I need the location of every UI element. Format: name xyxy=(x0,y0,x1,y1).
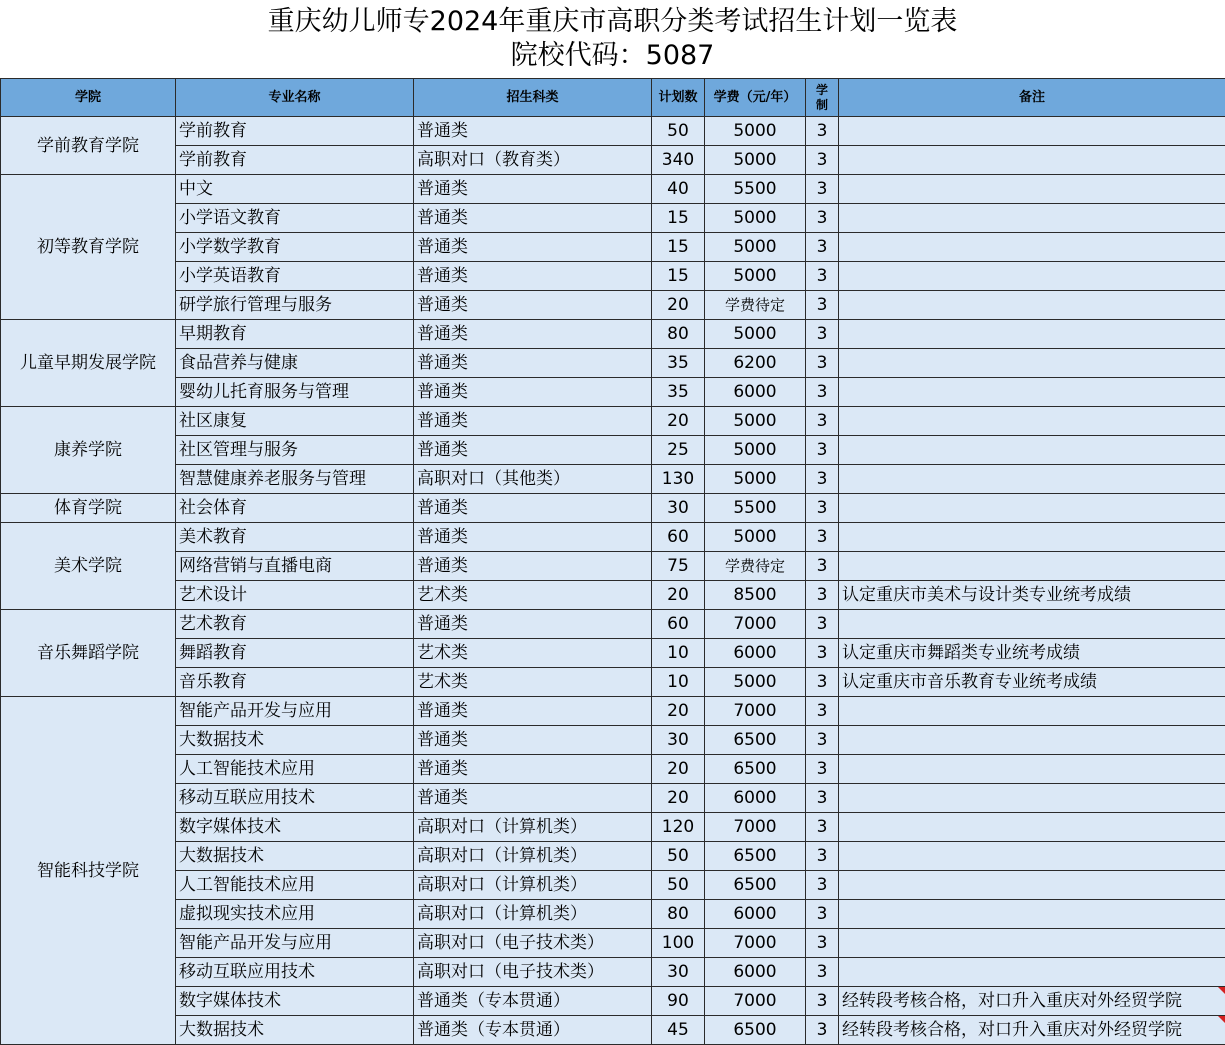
cell-major[interactable]: 大数据技术 xyxy=(176,1016,414,1045)
cell-plan[interactable]: 20 xyxy=(652,581,705,610)
cell-major[interactable]: 移动互联应用技术 xyxy=(176,958,414,987)
cell-fee[interactable]: 5000 xyxy=(705,407,806,436)
cell-note[interactable] xyxy=(839,929,1225,958)
cell-major[interactable]: 社会体育 xyxy=(176,494,414,523)
cell-category[interactable]: 艺术类 xyxy=(414,639,652,668)
cell-years[interactable]: 3 xyxy=(806,117,839,146)
header-college[interactable]: 学院 xyxy=(1,79,176,117)
cell-fee[interactable]: 7000 xyxy=(705,697,806,726)
comment-indicator-icon xyxy=(1218,1016,1225,1023)
cell-plan[interactable]: 50 xyxy=(652,842,705,871)
cell-fee[interactable]: 5000 xyxy=(705,204,806,233)
cell-years[interactable]: 3 xyxy=(806,291,839,320)
cell-years[interactable]: 3 xyxy=(806,697,839,726)
cell-note[interactable] xyxy=(839,900,1225,929)
table-row xyxy=(1,262,1225,291)
cell-major[interactable]: 婴幼儿托育服务与管理 xyxy=(176,378,414,407)
cell-fee[interactable]: 6500 xyxy=(705,726,806,755)
cell-fee[interactable]: 6500 xyxy=(705,871,806,900)
cell-fee[interactable]: 7000 xyxy=(705,610,806,639)
cell-note[interactable]: 认定重庆市舞蹈类专业统考成绩 xyxy=(839,639,1225,668)
cell-category[interactable]: 普通类 xyxy=(414,697,652,726)
cell-years[interactable]: 3 xyxy=(806,262,839,291)
cell-major[interactable]: 学前教育 xyxy=(176,146,414,175)
cell-plan[interactable]: 75 xyxy=(652,552,705,581)
cell-category[interactable]: 高职对口（计算机类） xyxy=(414,900,652,929)
cell-fee[interactable]: 5000 xyxy=(705,117,806,146)
cell-fee[interactable]: 6000 xyxy=(705,639,806,668)
cell-category[interactable]: 高职对口（其他类） xyxy=(414,465,652,494)
cell-plan[interactable]: 30 xyxy=(652,726,705,755)
page-title: 重庆幼儿师专2024年重庆市高职分类考试招生计划一览表 xyxy=(0,0,1225,39)
table-row xyxy=(1,1016,1225,1045)
cell-category[interactable]: 普通类 xyxy=(414,436,652,465)
cell-years[interactable]: 3 xyxy=(806,813,839,842)
cell-category[interactable]: 普通类 xyxy=(414,610,652,639)
cell-fee[interactable]: 5000 xyxy=(705,146,806,175)
cell-plan[interactable]: 40 xyxy=(652,175,705,204)
cell-major[interactable]: 智能产品开发与应用 xyxy=(176,697,414,726)
cell-category[interactable]: 普通类 xyxy=(414,494,652,523)
cell-note[interactable] xyxy=(839,233,1225,262)
cell-fee[interactable]: 7000 xyxy=(705,929,806,958)
cell-years[interactable]: 3 xyxy=(806,871,839,900)
cell-category[interactable]: 普通类 xyxy=(414,552,652,581)
cell-major[interactable]: 人工智能技术应用 xyxy=(176,871,414,900)
cell-college[interactable]: 儿童早期发展学院 xyxy=(1,320,176,407)
cell-category[interactable]: 普通类 xyxy=(414,755,652,784)
cell-note[interactable] xyxy=(839,204,1225,233)
cell-plan[interactable]: 15 xyxy=(652,233,705,262)
cell-major[interactable]: 早期教育 xyxy=(176,320,414,349)
table-row xyxy=(1,842,1225,871)
cell-note[interactable] xyxy=(839,610,1225,639)
cell-fee[interactable]: 6000 xyxy=(705,378,806,407)
table-row xyxy=(1,349,1225,378)
cell-years[interactable]: 3 xyxy=(806,581,839,610)
cell-plan[interactable]: 35 xyxy=(652,378,705,407)
cell-major[interactable]: 数字媒体技术 xyxy=(176,813,414,842)
cell-fee[interactable]: 6000 xyxy=(705,958,806,987)
cell-plan[interactable]: 130 xyxy=(652,465,705,494)
cell-years[interactable]: 3 xyxy=(806,610,839,639)
cell-major[interactable]: 音乐教育 xyxy=(176,668,414,697)
cell-note[interactable] xyxy=(839,146,1225,175)
cell-plan[interactable]: 30 xyxy=(652,958,705,987)
cell-years[interactable]: 3 xyxy=(806,726,839,755)
cell-major[interactable]: 艺术设计 xyxy=(176,581,414,610)
cell-category[interactable]: 高职对口（计算机类） xyxy=(414,842,652,871)
cell-fee[interactable]: 6500 xyxy=(705,1016,806,1045)
table-row xyxy=(1,117,1225,146)
cell-college[interactable]: 学前教育学院 xyxy=(1,117,176,175)
cell-note[interactable] xyxy=(839,958,1225,987)
cell-major[interactable]: 研学旅行管理与服务 xyxy=(176,291,414,320)
cell-note[interactable] xyxy=(839,117,1225,146)
header-row xyxy=(1,79,1225,117)
cell-major[interactable]: 食品营养与健康 xyxy=(176,349,414,378)
header-years[interactable] xyxy=(806,79,839,117)
cell-fee[interactable]: 6200 xyxy=(705,349,806,378)
school-code: 院校代码：5087 xyxy=(0,39,1225,73)
cell-plan[interactable]: 25 xyxy=(652,436,705,465)
cell-fee[interactable]: 7000 xyxy=(705,813,806,842)
cell-category[interactable]: 高职对口（计算机类） xyxy=(414,813,652,842)
cell-fee[interactable]: 6500 xyxy=(705,842,806,871)
cell-category[interactable]: 高职对口（计算机类） xyxy=(414,871,652,900)
table-row xyxy=(1,871,1225,900)
cell-fee[interactable]: 7000 xyxy=(705,987,806,1016)
cell-major[interactable]: 数字媒体技术 xyxy=(176,987,414,1016)
cell-years[interactable]: 3 xyxy=(806,320,839,349)
table-row xyxy=(1,929,1225,958)
table-row xyxy=(1,378,1225,407)
enrollment-plan-table xyxy=(0,78,1225,1045)
cell-college[interactable]: 智能科技学院 xyxy=(1,697,176,1045)
title-block xyxy=(0,0,1225,78)
cell-major[interactable]: 网络营销与直播电商 xyxy=(176,552,414,581)
cell-major[interactable]: 美术教育 xyxy=(176,523,414,552)
cell-category[interactable]: 普通类 xyxy=(414,204,652,233)
header-years-text: 学 制 xyxy=(816,83,828,112)
cell-years[interactable]: 3 xyxy=(806,929,839,958)
cell-college[interactable]: 康养学院 xyxy=(1,407,176,494)
cell-fee[interactable]: 6000 xyxy=(705,900,806,929)
cell-years[interactable]: 3 xyxy=(806,378,839,407)
table-row xyxy=(1,697,1225,726)
cell-fee[interactable]: 5000 xyxy=(705,262,806,291)
table-row xyxy=(1,407,1225,436)
table-row xyxy=(1,204,1225,233)
cell-plan[interactable]: 15 xyxy=(652,204,705,233)
cell-college[interactable]: 体育学院 xyxy=(1,494,176,523)
cell-years[interactable]: 3 xyxy=(806,958,839,987)
cell-college[interactable]: 音乐舞蹈学院 xyxy=(1,610,176,697)
cell-fee[interactable]: 8500 xyxy=(705,581,806,610)
header-fee[interactable]: 学费（元/年） xyxy=(705,79,806,117)
cell-plan[interactable]: 20 xyxy=(652,784,705,813)
cell-major[interactable]: 小学语文教育 xyxy=(176,204,414,233)
cell-fee[interactable]: 5000 xyxy=(705,668,806,697)
cell-years[interactable]: 3 xyxy=(806,233,839,262)
cell-category[interactable]: 高职对口（教育类） xyxy=(414,146,652,175)
cell-plan[interactable]: 100 xyxy=(652,929,705,958)
cell-plan[interactable]: 60 xyxy=(652,523,705,552)
cell-category[interactable]: 普通类 xyxy=(414,175,652,204)
cell-category[interactable]: 普通类 xyxy=(414,407,652,436)
cell-category[interactable]: 艺术类 xyxy=(414,581,652,610)
table-row xyxy=(1,726,1225,755)
cell-plan[interactable]: 15 xyxy=(652,262,705,291)
cell-category[interactable]: 艺术类 xyxy=(414,668,652,697)
cell-major[interactable]: 社区康复 xyxy=(176,407,414,436)
cell-note[interactable] xyxy=(839,465,1225,494)
cell-major[interactable]: 移动互联应用技术 xyxy=(176,784,414,813)
cell-plan[interactable]: 90 xyxy=(652,987,705,1016)
table-row xyxy=(1,175,1225,204)
cell-fee[interactable]: 学费待定 xyxy=(705,552,806,581)
header-category[interactable]: 招生科类 xyxy=(414,79,652,117)
table-row xyxy=(1,581,1225,610)
header-note[interactable]: 备注 xyxy=(839,79,1225,117)
cell-note[interactable]: 经转段考核合格，对口升入重庆对外经贸学院 xyxy=(839,987,1225,1016)
cell-note[interactable]: 认定重庆市美术与设计类专业统考成绩 xyxy=(839,581,1225,610)
cell-fee[interactable]: 5000 xyxy=(705,465,806,494)
cell-note[interactable] xyxy=(839,262,1225,291)
table-row xyxy=(1,494,1225,523)
header-major[interactable]: 专业名称 xyxy=(176,79,414,117)
cell-years[interactable]: 3 xyxy=(806,987,839,1016)
cell-fee[interactable]: 5000 xyxy=(705,320,806,349)
cell-plan[interactable]: 10 xyxy=(652,639,705,668)
cell-note[interactable]: 经转段考核合格，对口升入重庆对外经贸学院 xyxy=(839,1016,1225,1045)
cell-category[interactable]: 普通类（专本贯通） xyxy=(414,1016,652,1045)
cell-plan[interactable]: 20 xyxy=(652,755,705,784)
cell-college[interactable]: 美术学院 xyxy=(1,523,176,610)
cell-major[interactable]: 学前教育 xyxy=(176,117,414,146)
cell-note[interactable] xyxy=(839,175,1225,204)
cell-plan[interactable]: 20 xyxy=(652,407,705,436)
cell-plan[interactable]: 50 xyxy=(652,871,705,900)
cell-major[interactable]: 艺术教育 xyxy=(176,610,414,639)
cell-fee[interactable]: 5000 xyxy=(705,233,806,262)
cell-category[interactable]: 普通类（专本贯通） xyxy=(414,987,652,1016)
cell-plan[interactable]: 80 xyxy=(652,900,705,929)
cell-years[interactable]: 3 xyxy=(806,349,839,378)
table-row xyxy=(1,233,1225,262)
cell-note[interactable] xyxy=(839,871,1225,900)
cell-plan[interactable]: 35 xyxy=(652,349,705,378)
cell-plan[interactable]: 45 xyxy=(652,1016,705,1045)
cell-years[interactable]: 3 xyxy=(806,494,839,523)
cell-category[interactable]: 普通类 xyxy=(414,233,652,262)
cell-category[interactable]: 普通类 xyxy=(414,291,652,320)
cell-note[interactable] xyxy=(839,755,1225,784)
cell-major[interactable]: 大数据技术 xyxy=(176,842,414,871)
cell-note[interactable] xyxy=(839,320,1225,349)
comment-indicator-icon xyxy=(1218,987,1225,994)
cell-years[interactable]: 3 xyxy=(806,755,839,784)
table-row xyxy=(1,291,1225,320)
cell-note[interactable] xyxy=(839,784,1225,813)
cell-plan[interactable]: 30 xyxy=(652,494,705,523)
cell-fee[interactable]: 5000 xyxy=(705,436,806,465)
cell-major[interactable]: 虚拟现实技术应用 xyxy=(176,900,414,929)
cell-major[interactable]: 小学英语教育 xyxy=(176,262,414,291)
table-row xyxy=(1,610,1225,639)
cell-note[interactable] xyxy=(839,726,1225,755)
cell-note[interactable] xyxy=(839,494,1225,523)
cell-note[interactable] xyxy=(839,349,1225,378)
cell-years[interactable]: 3 xyxy=(806,146,839,175)
table-row xyxy=(1,813,1225,842)
cell-note[interactable] xyxy=(839,523,1225,552)
cell-years[interactable]: 3 xyxy=(806,668,839,697)
cell-major[interactable]: 舞蹈教育 xyxy=(176,639,414,668)
cell-major[interactable]: 大数据技术 xyxy=(176,726,414,755)
cell-years[interactable]: 3 xyxy=(806,204,839,233)
cell-fee[interactable]: 5500 xyxy=(705,494,806,523)
cell-major[interactable]: 中文 xyxy=(176,175,414,204)
table-row xyxy=(1,987,1225,1016)
cell-category[interactable]: 普通类 xyxy=(414,117,652,146)
cell-years[interactable]: 3 xyxy=(806,1016,839,1045)
cell-category[interactable]: 普通类 xyxy=(414,320,652,349)
cell-category[interactable]: 普通类 xyxy=(414,726,652,755)
table-body xyxy=(1,117,1225,1045)
cell-note[interactable]: 认定重庆市音乐教育专业统考成绩 xyxy=(839,668,1225,697)
cell-years[interactable]: 3 xyxy=(806,639,839,668)
table-row xyxy=(1,552,1225,581)
table-row xyxy=(1,523,1225,552)
cell-years[interactable]: 3 xyxy=(806,465,839,494)
cell-fee[interactable]: 5500 xyxy=(705,175,806,204)
cell-note[interactable] xyxy=(839,378,1225,407)
cell-category[interactable]: 普通类 xyxy=(414,349,652,378)
cell-note[interactable] xyxy=(839,291,1225,320)
cell-fee[interactable]: 学费待定 xyxy=(705,291,806,320)
cell-category[interactable]: 高职对口（电子技术类） xyxy=(414,958,652,987)
cell-category[interactable]: 普通类 xyxy=(414,784,652,813)
cell-note[interactable] xyxy=(839,842,1225,871)
table-row xyxy=(1,958,1225,987)
cell-plan[interactable]: 340 xyxy=(652,146,705,175)
cell-years[interactable]: 3 xyxy=(806,900,839,929)
cell-years[interactable]: 3 xyxy=(806,175,839,204)
cell-category[interactable]: 普通类 xyxy=(414,378,652,407)
table-row xyxy=(1,784,1225,813)
cell-fee[interactable]: 6500 xyxy=(705,755,806,784)
cell-plan[interactable]: 10 xyxy=(652,668,705,697)
cell-plan[interactable]: 80 xyxy=(652,320,705,349)
table-row xyxy=(1,146,1225,175)
cell-category[interactable]: 高职对口（电子技术类） xyxy=(414,929,652,958)
cell-major[interactable]: 社区管理与服务 xyxy=(176,436,414,465)
header-plan[interactable]: 计划数 xyxy=(652,79,705,117)
cell-fee[interactable]: 6000 xyxy=(705,784,806,813)
table-row xyxy=(1,900,1225,929)
cell-category[interactable]: 普通类 xyxy=(414,523,652,552)
cell-years[interactable]: 3 xyxy=(806,784,839,813)
table-row xyxy=(1,320,1225,349)
table-row xyxy=(1,668,1225,697)
cell-major[interactable]: 智慧健康养老服务与管理 xyxy=(176,465,414,494)
cell-years[interactable]: 3 xyxy=(806,523,839,552)
cell-plan[interactable]: 60 xyxy=(652,610,705,639)
table-row xyxy=(1,465,1225,494)
cell-college[interactable]: 初等教育学院 xyxy=(1,175,176,320)
cell-note[interactable] xyxy=(839,407,1225,436)
cell-years[interactable]: 3 xyxy=(806,436,839,465)
cell-plan[interactable]: 120 xyxy=(652,813,705,842)
cell-years[interactable]: 3 xyxy=(806,842,839,871)
cell-note[interactable] xyxy=(839,552,1225,581)
cell-major[interactable]: 小学数学教育 xyxy=(176,233,414,262)
cell-plan[interactable]: 50 xyxy=(652,117,705,146)
cell-major[interactable]: 人工智能技术应用 xyxy=(176,755,414,784)
cell-plan[interactable]: 20 xyxy=(652,291,705,320)
table-row xyxy=(1,639,1225,668)
cell-note[interactable] xyxy=(839,436,1225,465)
table-row xyxy=(1,755,1225,784)
cell-years[interactable]: 3 xyxy=(806,552,839,581)
cell-note[interactable] xyxy=(839,813,1225,842)
cell-plan[interactable]: 20 xyxy=(652,697,705,726)
table-row xyxy=(1,436,1225,465)
cell-category[interactable]: 普通类 xyxy=(414,262,652,291)
cell-note[interactable] xyxy=(839,697,1225,726)
cell-years[interactable]: 3 xyxy=(806,407,839,436)
cell-fee[interactable]: 5000 xyxy=(705,523,806,552)
cell-major[interactable]: 智能产品开发与应用 xyxy=(176,929,414,958)
